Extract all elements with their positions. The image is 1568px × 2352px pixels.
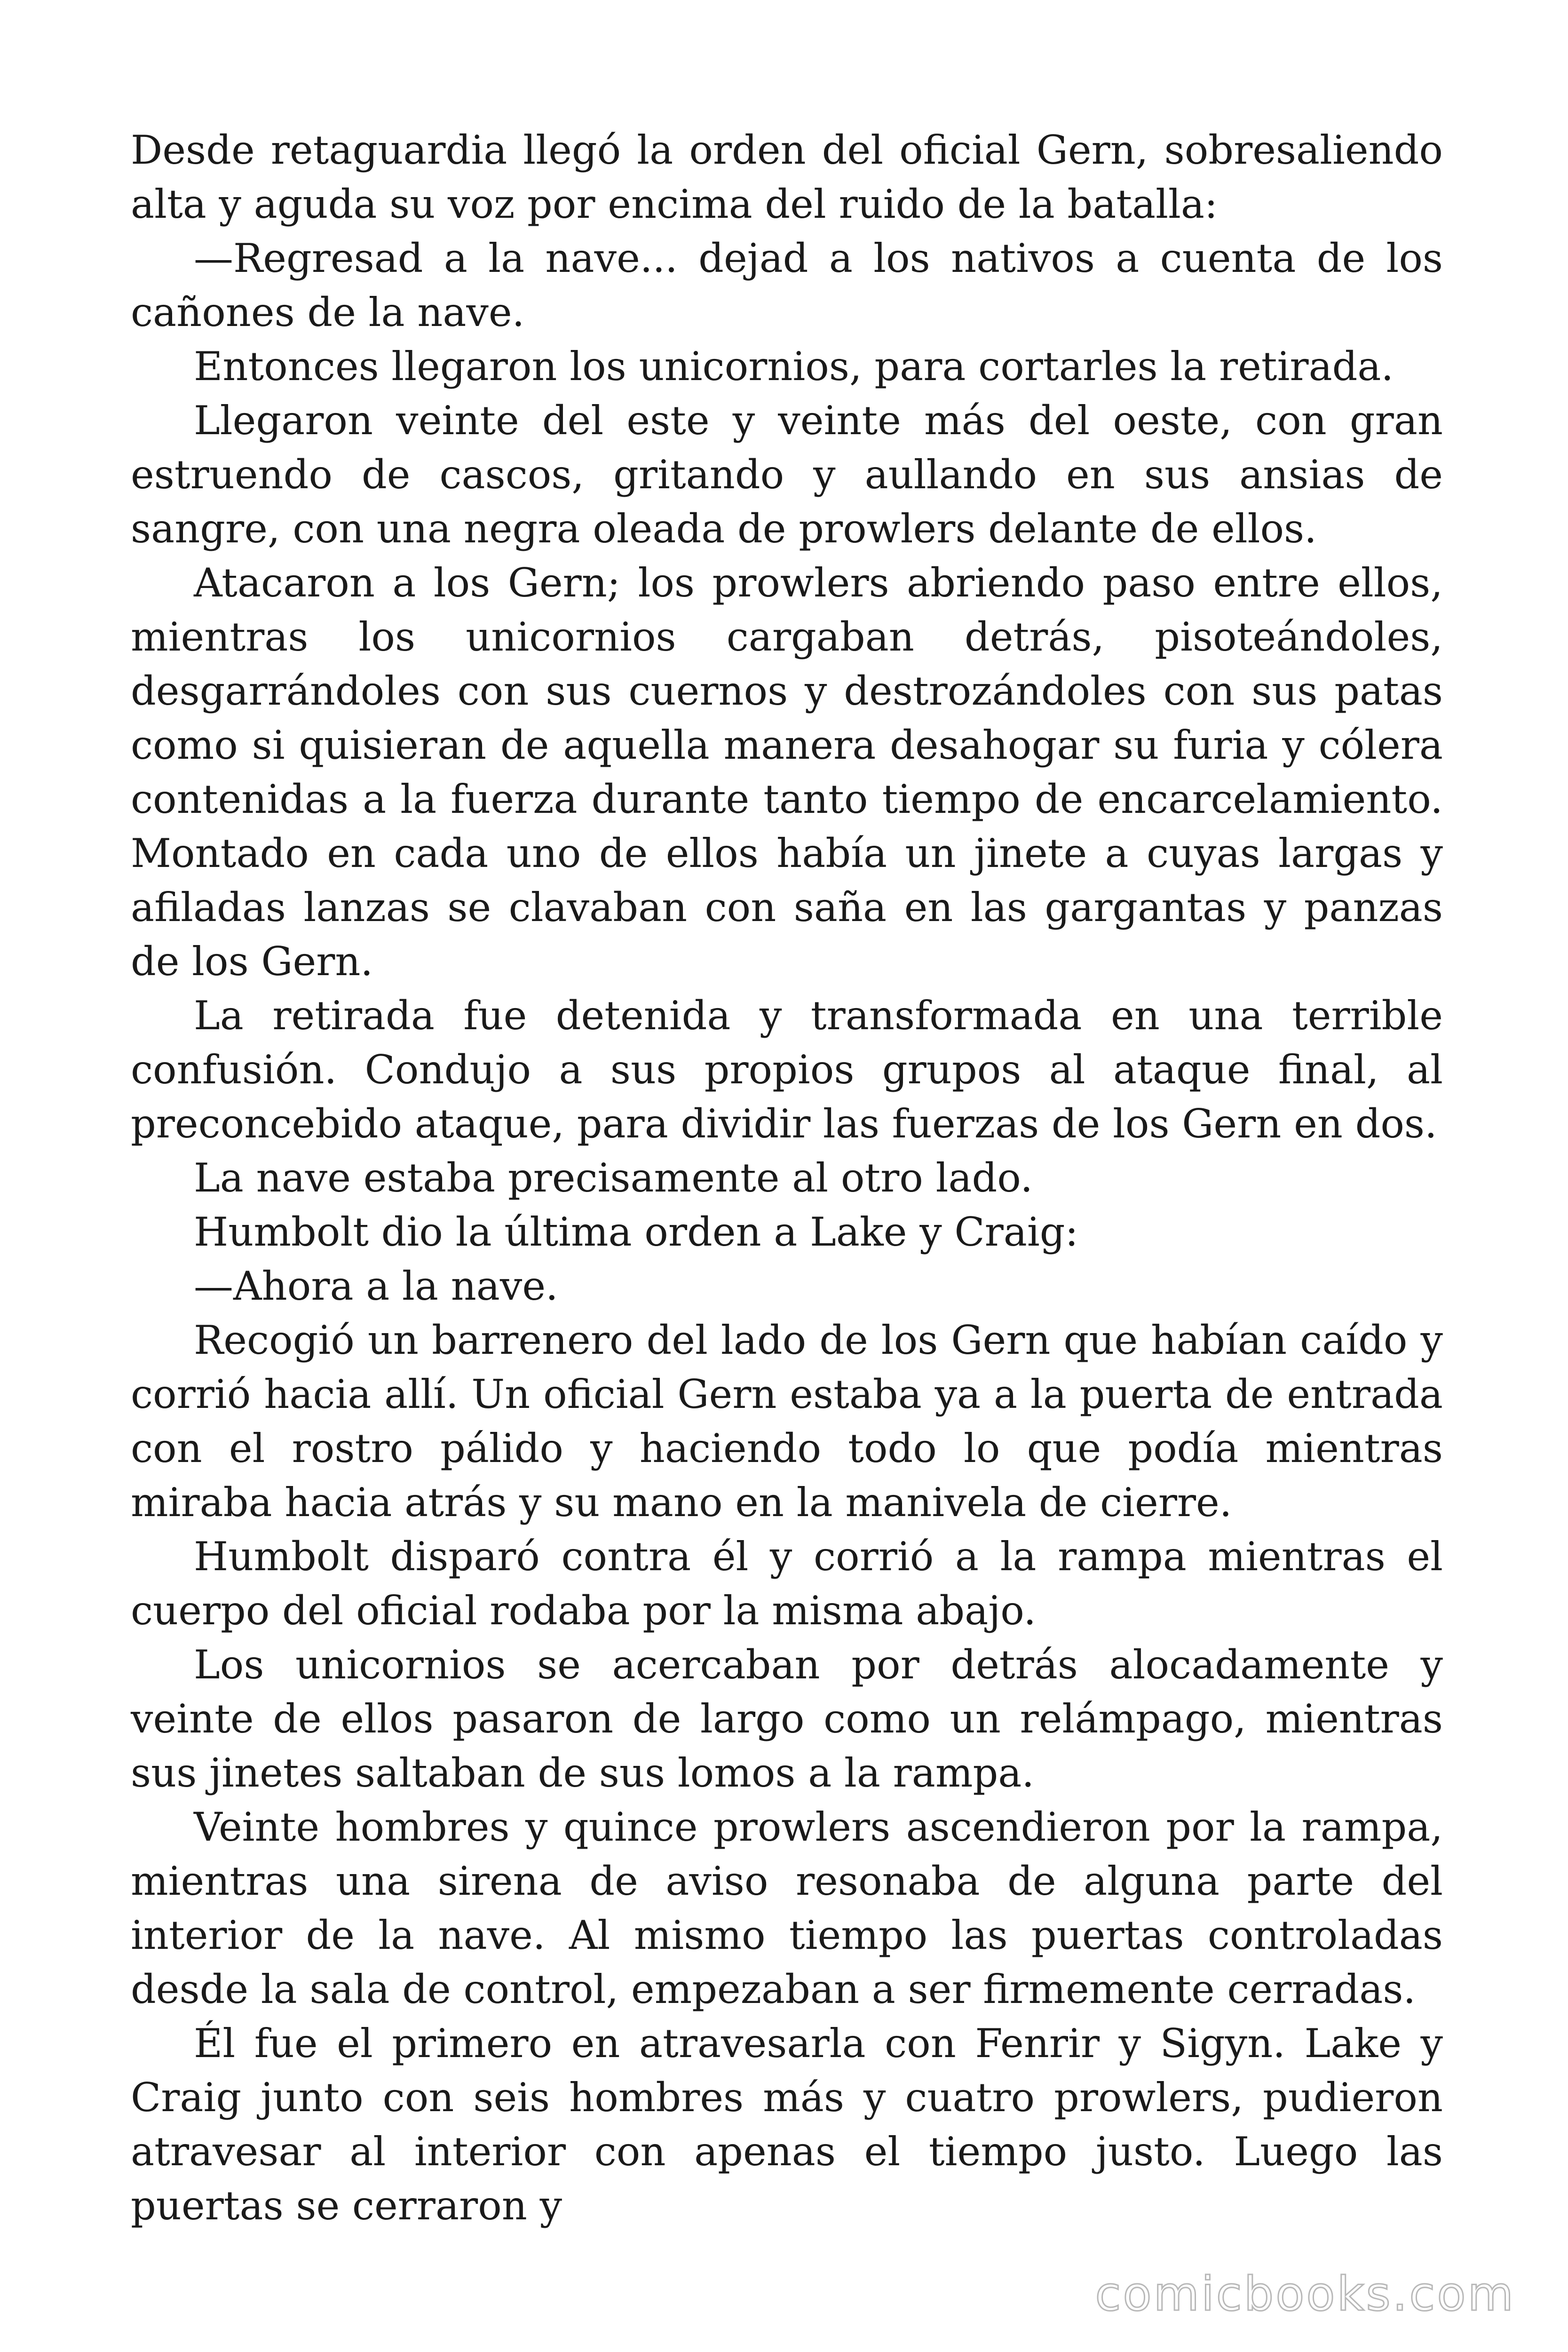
paragraph-6: La retirada fue detenida y transformada en una terrible confusión. Condujo a sus propios grupos al ataque final, al preconcebido ataque, para dividir las fuerzas de los Gern en dos. xyxy=(131,993,1443,1147)
paragraph-11: Humbolt disparó contra él y corrió a la rampa mientras el cuerpo del oficial rodaba por la misma abajo. xyxy=(131,1534,1443,1634)
paragraph-4: Llegaron veinte del este y veinte más del oeste, con gran estruendo de cascos, gritando y aullando en sus ansias de sangre, con una negra oleada de prowlers delante de ellos. xyxy=(131,397,1443,552)
paragraph-8: Humbolt dio la última orden a Lake y Craig: xyxy=(194,1209,1078,1255)
paragraph-5: Atacaron a los Gern; los prowlers abriendo paso entre ellos, mientras los unicornios cargaban detrás, pisoteándoles, desgarrándoles con sus cuernos y destrozándoles con sus patas como si quisieran de aquella manera desahogar su furia y cólera contenidas a la fuerza durante tanto tiempo de encarcelamiento. Montado en cada uno de ellos había un jinete a cuyas largas y afiladas lanzas se clavaban con saña en las gargantas y panzas de los Gern. xyxy=(131,560,1443,985)
paragraph-10: Recogió un barrenero del lado de los Gern que habían caído y corrió hacia allí. Un oficial Gern estaba ya a la puerta de entrada con el rostro pálido y haciendo todo lo que podía mientras miraba hacia atrás y su mano en la manivela de cierre. xyxy=(131,1317,1443,1526)
paragraph-2: —Regresad a la nave... dejad a los nativos a cuenta de los cañones de la nave. xyxy=(131,235,1443,335)
paragraph-13: Veinte hombres y quince prowlers ascendieron por la rampa, mientras una sirena de aviso resonaba de alguna parte del interior de la nave. Al mismo tiempo las puertas controladas desde la sala de control, empezaban a ser firmemente cerradas. xyxy=(131,1804,1443,2012)
body-text xyxy=(131,123,1443,2233)
paragraph-3: Entonces llegaron los unicornios, para cortarles la retirada. xyxy=(194,343,1394,389)
paragraph-9: —Ahora a la nave. xyxy=(194,1263,558,1309)
paragraph-7: La nave estaba precisamente al otro lado. xyxy=(194,1155,1033,1201)
paragraph-12: Los unicornios se acercaban por detrás alocadamente y veinte de ellos pasaron de largo como un relámpago, mientras sus jinetes saltaban de sus lomos a la rampa. xyxy=(131,1642,1443,1796)
paragraph-14: Él fue el primero en atravesarla con Fenrir y Sigyn. Lake y Craig junto con seis hombres más y cuatro prowlers, pudieron atravesar al interior con apenas el tiempo justo. Luego las puertas se cerraron y xyxy=(131,2020,1443,2229)
paragraph-1: Desde retaguardia llegó la orden del oficial Gern, sobresaliendo alta y aguda su voz por encima del ruido de la batalla: xyxy=(131,127,1443,227)
watermark: comicbooks.com xyxy=(1095,2266,1515,2321)
